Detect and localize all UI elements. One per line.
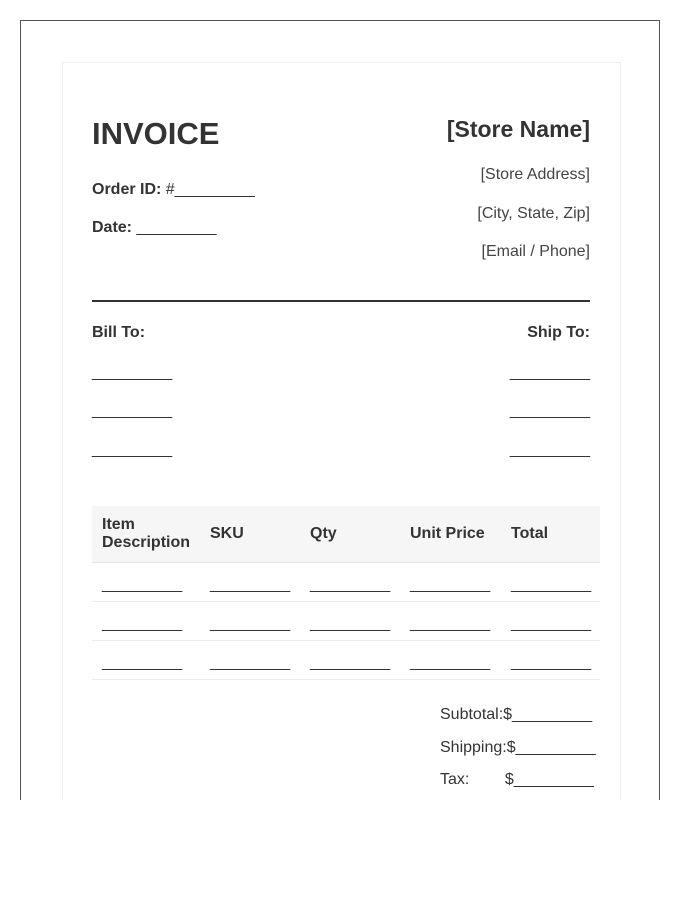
column-header-qty: Qty [300,506,400,563]
blank-line: _________ [102,576,183,593]
tax-line: Tax: $_________ [440,771,594,788]
cell-qty [300,641,400,680]
order-id-label: Order ID: [92,181,162,198]
blank-line: _________ [210,615,291,632]
date-value: _________ [136,219,217,236]
store-name: [Store Name] [446,116,590,142]
line-items-table [92,506,600,680]
blank-line: _________ [511,654,592,671]
cell-qty [300,563,400,602]
column-header-item-description: Item Description [92,506,200,563]
blank-line: _________ [410,654,491,671]
shipping-line: Shipping:$_________ [440,739,596,756]
order-id-field [92,181,255,199]
cell-item-description [92,563,200,602]
bill-to-line-1: _________ [92,364,173,381]
cell-item-description [92,641,200,680]
cell-unit-price [400,641,501,680]
subtotal-line: Subtotal:$_________ [440,706,593,723]
table-row [92,602,600,641]
ship-to-line-3: _________ [509,441,590,458]
cell-qty [300,602,400,641]
blank-line: _________ [310,576,391,593]
blank-line: _________ [210,576,291,593]
store-address: [Store Address] [480,166,590,183]
date-field [92,219,217,237]
header-divider [92,300,590,302]
blank-line: _________ [511,576,592,593]
column-header-total: Total [501,506,600,563]
blank-line: _________ [102,615,183,632]
store-contact: [Email / Phone] [481,243,590,260]
table-row [92,641,600,680]
blank-line: _________ [310,654,391,671]
blank-line: _________ [511,615,592,632]
cell-total [501,563,600,602]
column-header-unit-price: Unit Price [400,506,501,563]
ship-to-line-2: _________ [509,402,590,419]
bill-to-label: Bill To: [92,324,146,341]
bill-to-line-3: _________ [92,441,173,458]
column-header-sku: SKU [200,506,300,563]
blank-line: _________ [310,615,391,632]
cell-sku [200,563,300,602]
cell-sku [200,641,300,680]
store-city-state-zip: [City, State, Zip] [477,205,590,222]
ship-to-line-1: _________ [509,364,590,381]
cell-total [501,641,600,680]
table-header-row [92,506,600,563]
date-label: Date: [92,219,133,236]
table-row [92,563,600,602]
cell-unit-price [400,563,501,602]
blank-line: _________ [102,654,183,671]
cell-unit-price [400,602,501,641]
blank-line: _________ [210,654,291,671]
blank-line: _________ [410,615,491,632]
blank-line: _________ [410,576,491,593]
invoice-title: INVOICE [92,116,220,151]
cell-item-description [92,602,200,641]
order-id-value: #_________ [165,181,255,198]
bill-to-line-2: _________ [92,402,173,419]
cell-sku [200,602,300,641]
cell-total [501,602,600,641]
ship-to-label: Ship To: [527,324,590,341]
